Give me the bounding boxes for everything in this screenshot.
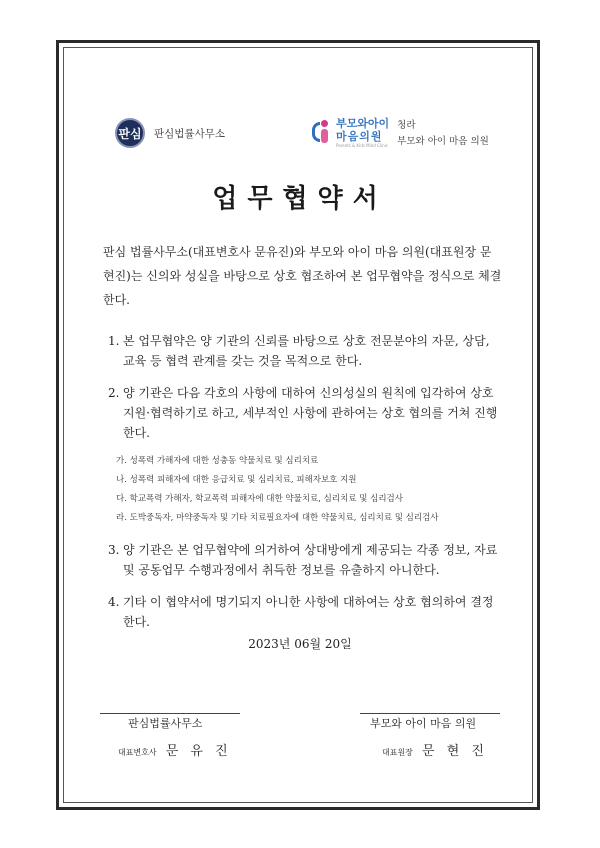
document-title: 업무협약서 [212, 184, 388, 214]
subitem-ra: 라. 도박중독자, 마약중독자 및 기타 치료필요자에 대한 약물치료, 심리치료 및 심리검사 [116, 513, 439, 523]
clause-number: 3. [108, 543, 120, 557]
signature-name-left: 문 유 진 [165, 744, 232, 759]
clause-number: 1. [108, 334, 120, 348]
clause-2 [108, 383, 498, 443]
signature-rep-right [382, 740, 488, 759]
clause-text: 기타 이 협약서에 명기되지 아니한 사항에 대하여는 상호 협의하여 결정한다. [123, 595, 494, 629]
signature-org-left: 판심법률사무소 [128, 717, 203, 730]
law-firm-logo [115, 118, 225, 148]
clinic-logo-name-2: 마음의원 [336, 130, 383, 143]
clause-4 [108, 592, 498, 632]
clinic-logo-name-1: 부모와아이 [336, 117, 390, 130]
signature-line-right [360, 713, 500, 714]
clinic-logo-english: Parents & Kids Mind Clinic [336, 143, 388, 148]
clause-1 [108, 331, 498, 371]
agreement-date: 2023년 06월 20일 [248, 637, 352, 651]
clinic-full-name: 부모와 아이 마음 의원 [397, 136, 489, 147]
signature-role-right: 대표원장 [382, 748, 413, 757]
law-firm-seal-icon: 판심 [115, 118, 145, 148]
clause-number: 2. [108, 386, 120, 400]
clinic-logo [312, 118, 489, 150]
subitem-na: 나. 성폭력 피해자에 대한 응급치료 및 심리치료, 피해자보호 지원 [116, 475, 357, 485]
clause-3 [108, 540, 498, 580]
signature-role-left: 대표변호사 [118, 748, 157, 757]
signature-org-right: 부모와 아이 마음 의원 [370, 717, 477, 730]
clause-number: 4. [108, 595, 120, 609]
signature-line-left [100, 713, 240, 714]
clinic-mark-icon [312, 118, 332, 146]
signature-name-right: 문 현 진 [422, 744, 488, 759]
law-firm-name: 판심법률사무소 [154, 127, 226, 140]
subitem-da: 다. 학교폭력 가해자, 학교폭력 피해자에 대한 약물치료, 심리치료 및 심리검사 [116, 494, 403, 504]
clause-text: 본 업무협약은 양 기관의 신뢰를 바탕으로 상호 전문분야의 자문, 상담, 교육 등 협력 관계를 갖는 것을 목적으로 한다. [123, 334, 490, 368]
subitem-ga: 가. 성폭력 가해자에 대한 성충동 약물치료 및 심리치료 [116, 456, 319, 466]
intro-paragraph: 판심 법률사무소(대표변호사 문유진)와 부모와 아이 마음 의원(대표원장 문현진)는 신의와 성실을 바탕으로 상호 협조하여 본 업무협약을 정식으로 체결한다. [103, 245, 502, 307]
signature-rep-left [118, 740, 232, 759]
clause-text: 양 기관은 다음 각호의 사항에 대하여 신의성실의 원칙에 입각하여 상호지원·협력하기로 하고, 세부적인 사항에 관하여는 상호 협의를 거쳐 진행한다. [123, 386, 498, 440]
clause-text: 양 기관은 본 업무협약에 의거하여 상대방에게 제공되는 각종 정보, 자료 및 공동업무 수행과정에서 취득한 정보를 유출하지 아니한다. [123, 543, 498, 577]
clinic-location: 청라 [397, 120, 416, 131]
